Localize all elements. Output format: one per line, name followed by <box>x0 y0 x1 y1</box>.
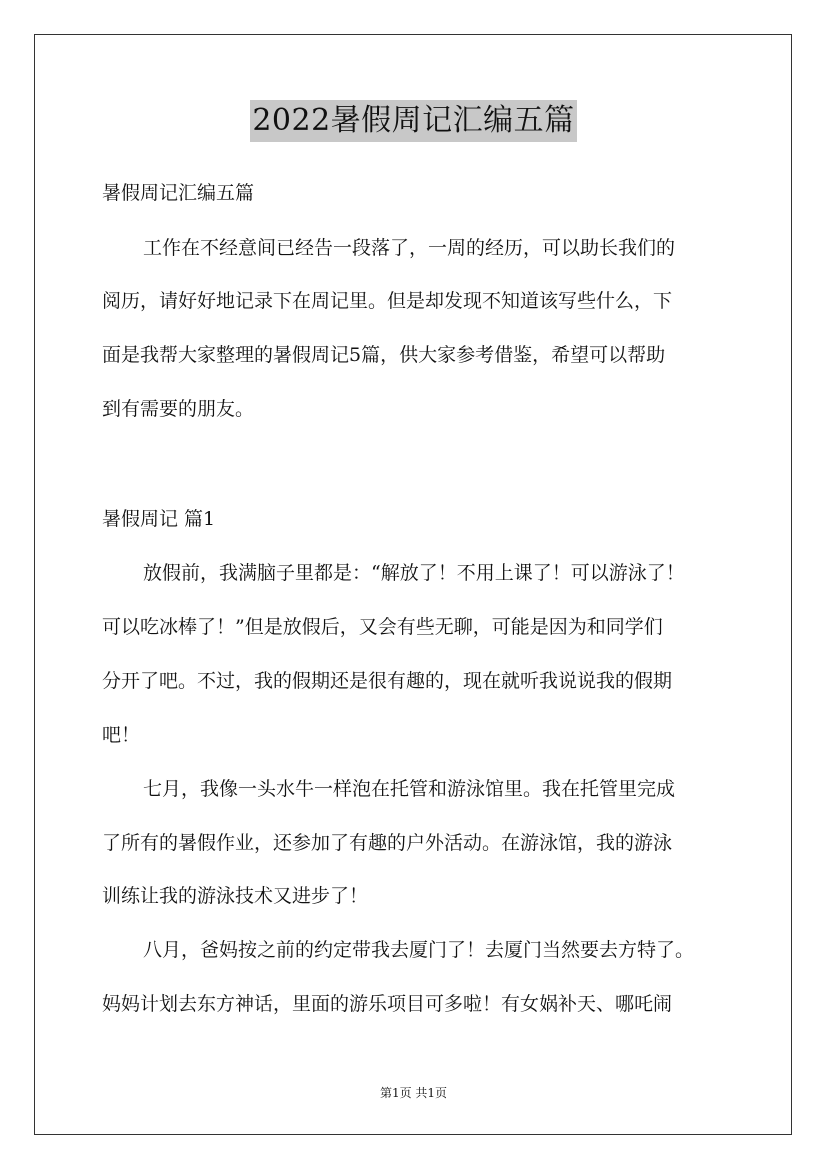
intro-line: 面是我帮大家整理的暑假周记5篇，供大家参考借鉴，希望可以帮助 <box>102 344 666 366</box>
intro-line: 工作在不经意间已经告一段落了，一周的经历，可以助长我们的 <box>143 237 676 259</box>
section-heading: 暑假周记 篇1 <box>102 508 216 530</box>
paragraph1-line: 可以吃冰棒了！”但是放假后，又会有些无聊，可能是因为和同学们 <box>102 616 663 638</box>
document-subtitle: 暑假周记汇编五篇 <box>102 182 255 204</box>
paragraph3-line: 妈妈计划去东方神话，里面的游乐项目可多啦！有女娲补天、哪吒闹 <box>102 993 673 1015</box>
paragraph2-line: 训练让我的游泳技术又进步了！ <box>102 885 369 907</box>
page-footer: 第1页 共1页 <box>379 1086 448 1100</box>
paragraph2-line: 七月，我像一头水牛一样泡在托管和游泳馆里。我在托管里完成 <box>143 778 676 800</box>
intro-line: 阅历，请好好地记录下在周记里。但是却发现不知道该写些什么，下 <box>102 290 673 312</box>
intro-line: 到有需要的朋友。 <box>102 398 255 420</box>
paragraph2-line: 了所有的暑假作业，还参加了有趣的户外活动。在游泳馆，我的游泳 <box>102 832 673 854</box>
paragraph1-line: 吧！ <box>102 724 141 746</box>
paragraph1-line: 分开了吧。不过，我的假期还是很有趣的，现在就听我说说我的假期 <box>102 670 673 692</box>
paragraph3-line: 八月，爸妈按之前的约定带我去厦门了！去厦门当然要去方特了。 <box>143 939 695 961</box>
paragraph1-line: 放假前，我满脑子里都是：“解放了！不用上课了！可以游泳了！ <box>143 562 685 584</box>
document-title: 2022暑假周记汇编五篇 <box>250 100 576 142</box>
title-container <box>0 100 827 142</box>
